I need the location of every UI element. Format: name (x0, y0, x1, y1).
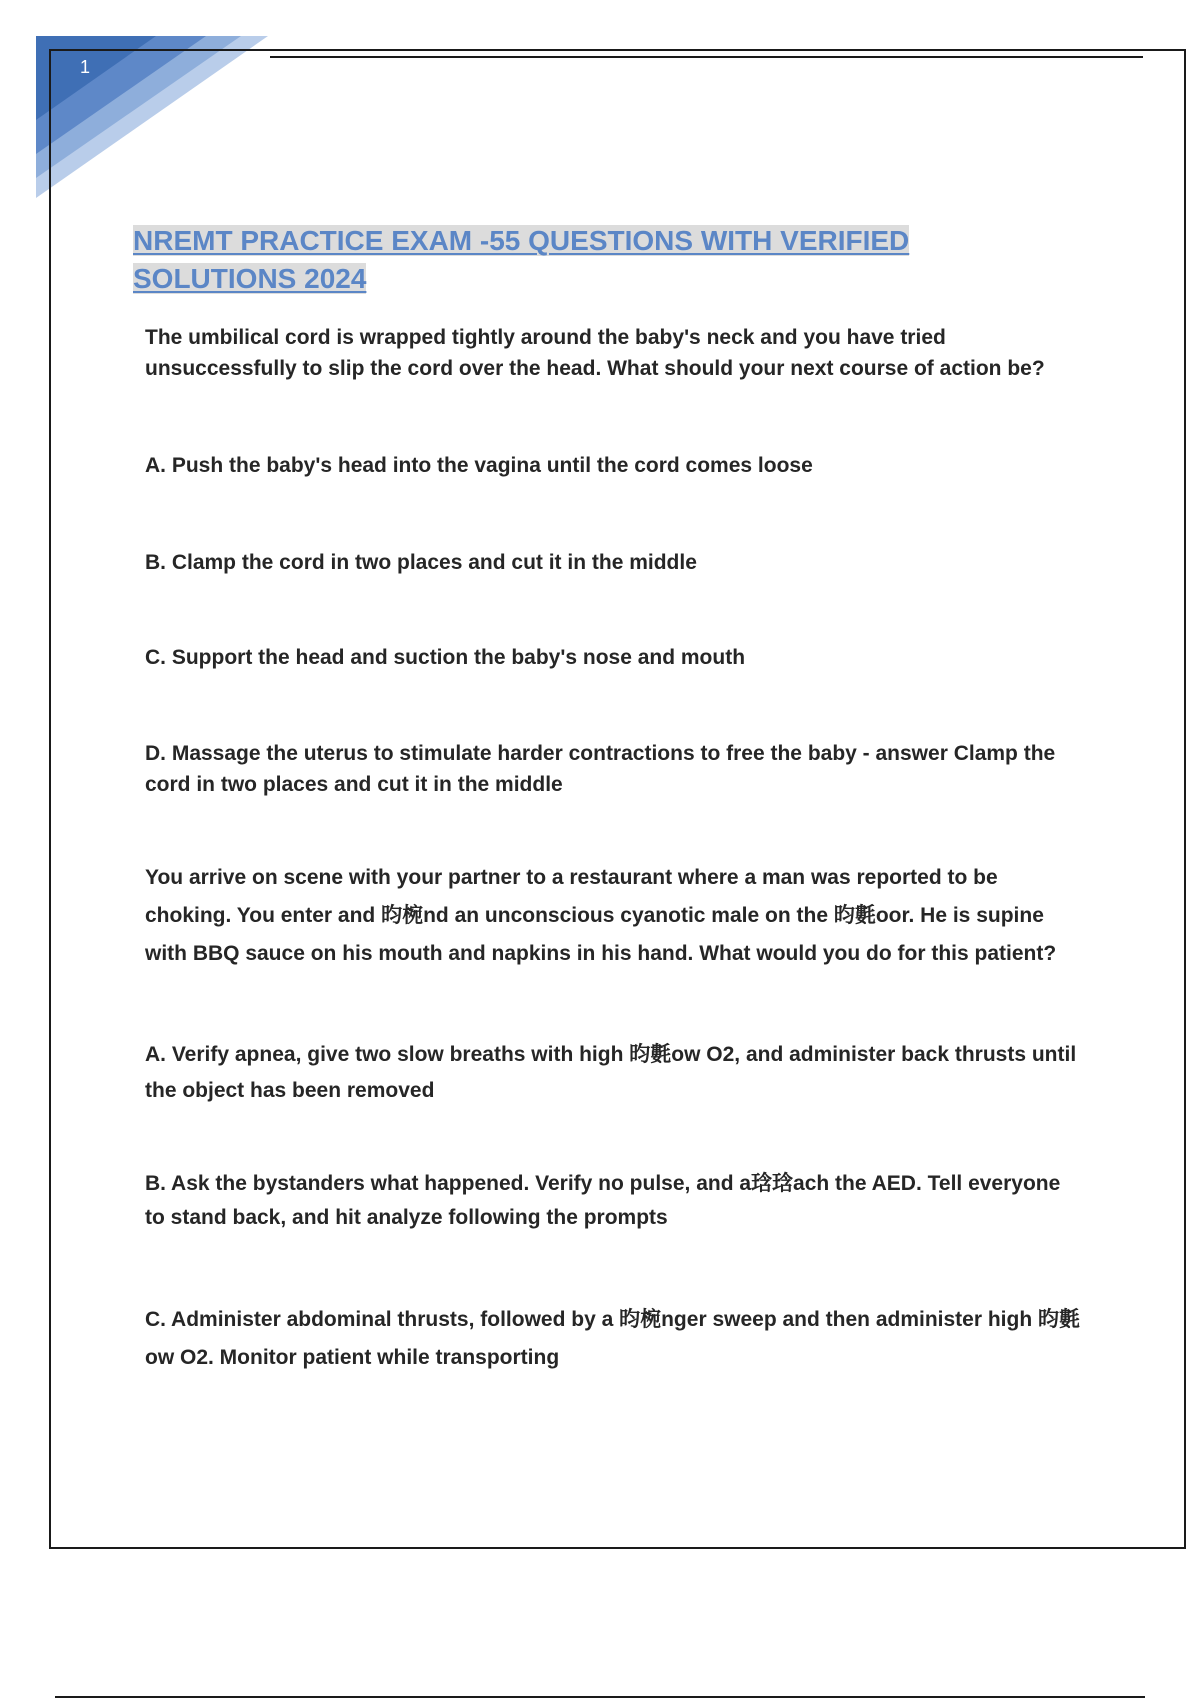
question-2-option-a: A. Verify apnea, give two slow breaths with high 昀氀ow O2, and administer back thrusts until the object has been removed (145, 1043, 1077, 1102)
document-title-text: NREMT PRACTICE EXAM -55 QUESTIONS WITH VERIFIED SOLUTIONS 2024 (133, 225, 910, 294)
question-1-option-c: C. Support the head and suction the baby's nose and mouth (145, 646, 746, 669)
bottom-rule (55, 1696, 1145, 1698)
question-1-option-a: A. Push the baby's head into the vagina until the cord comes loose (145, 454, 813, 477)
question-content (145, 322, 1085, 1377)
document-title (133, 222, 1053, 298)
page-number: 1 (80, 57, 91, 77)
question-2-option-c: C. Administer abdominal thrusts, followed by a 昀椀nger sweep and then administer high 昀氀ow O2. Monitor patient while transporting (145, 1308, 1081, 1369)
question-2-prompt: You arrive on scene with your partner to a restaurant where a man was reported to be choking. You enter and 昀椀nd an unconscious cyanotic male on the 昀氀oor. He is supine with BBQ sauce on his mouth and napkins in his hand. What would you do for this patient? (145, 866, 1057, 965)
question-1-option-b: B. Clamp the cord in two places and cut it in the middle (145, 551, 697, 574)
question-2-option-b: B. Ask the bystanders what happened. Verify no pulse, and a琀琀ach the AED. Tell everyone to stand back, and hit analyze following the prompts (145, 1172, 1061, 1229)
question-1-prompt: The umbilical cord is wrapped tightly around the baby's neck and you have tried unsuccessfully to slip the cord over the head. What should your next course of action be? (145, 326, 1045, 380)
question-1-option-d: D. Massage the uterus to stimulate harder contractions to free the baby - answer Clamp the cord in two places and cut it in the middle (145, 742, 1056, 796)
